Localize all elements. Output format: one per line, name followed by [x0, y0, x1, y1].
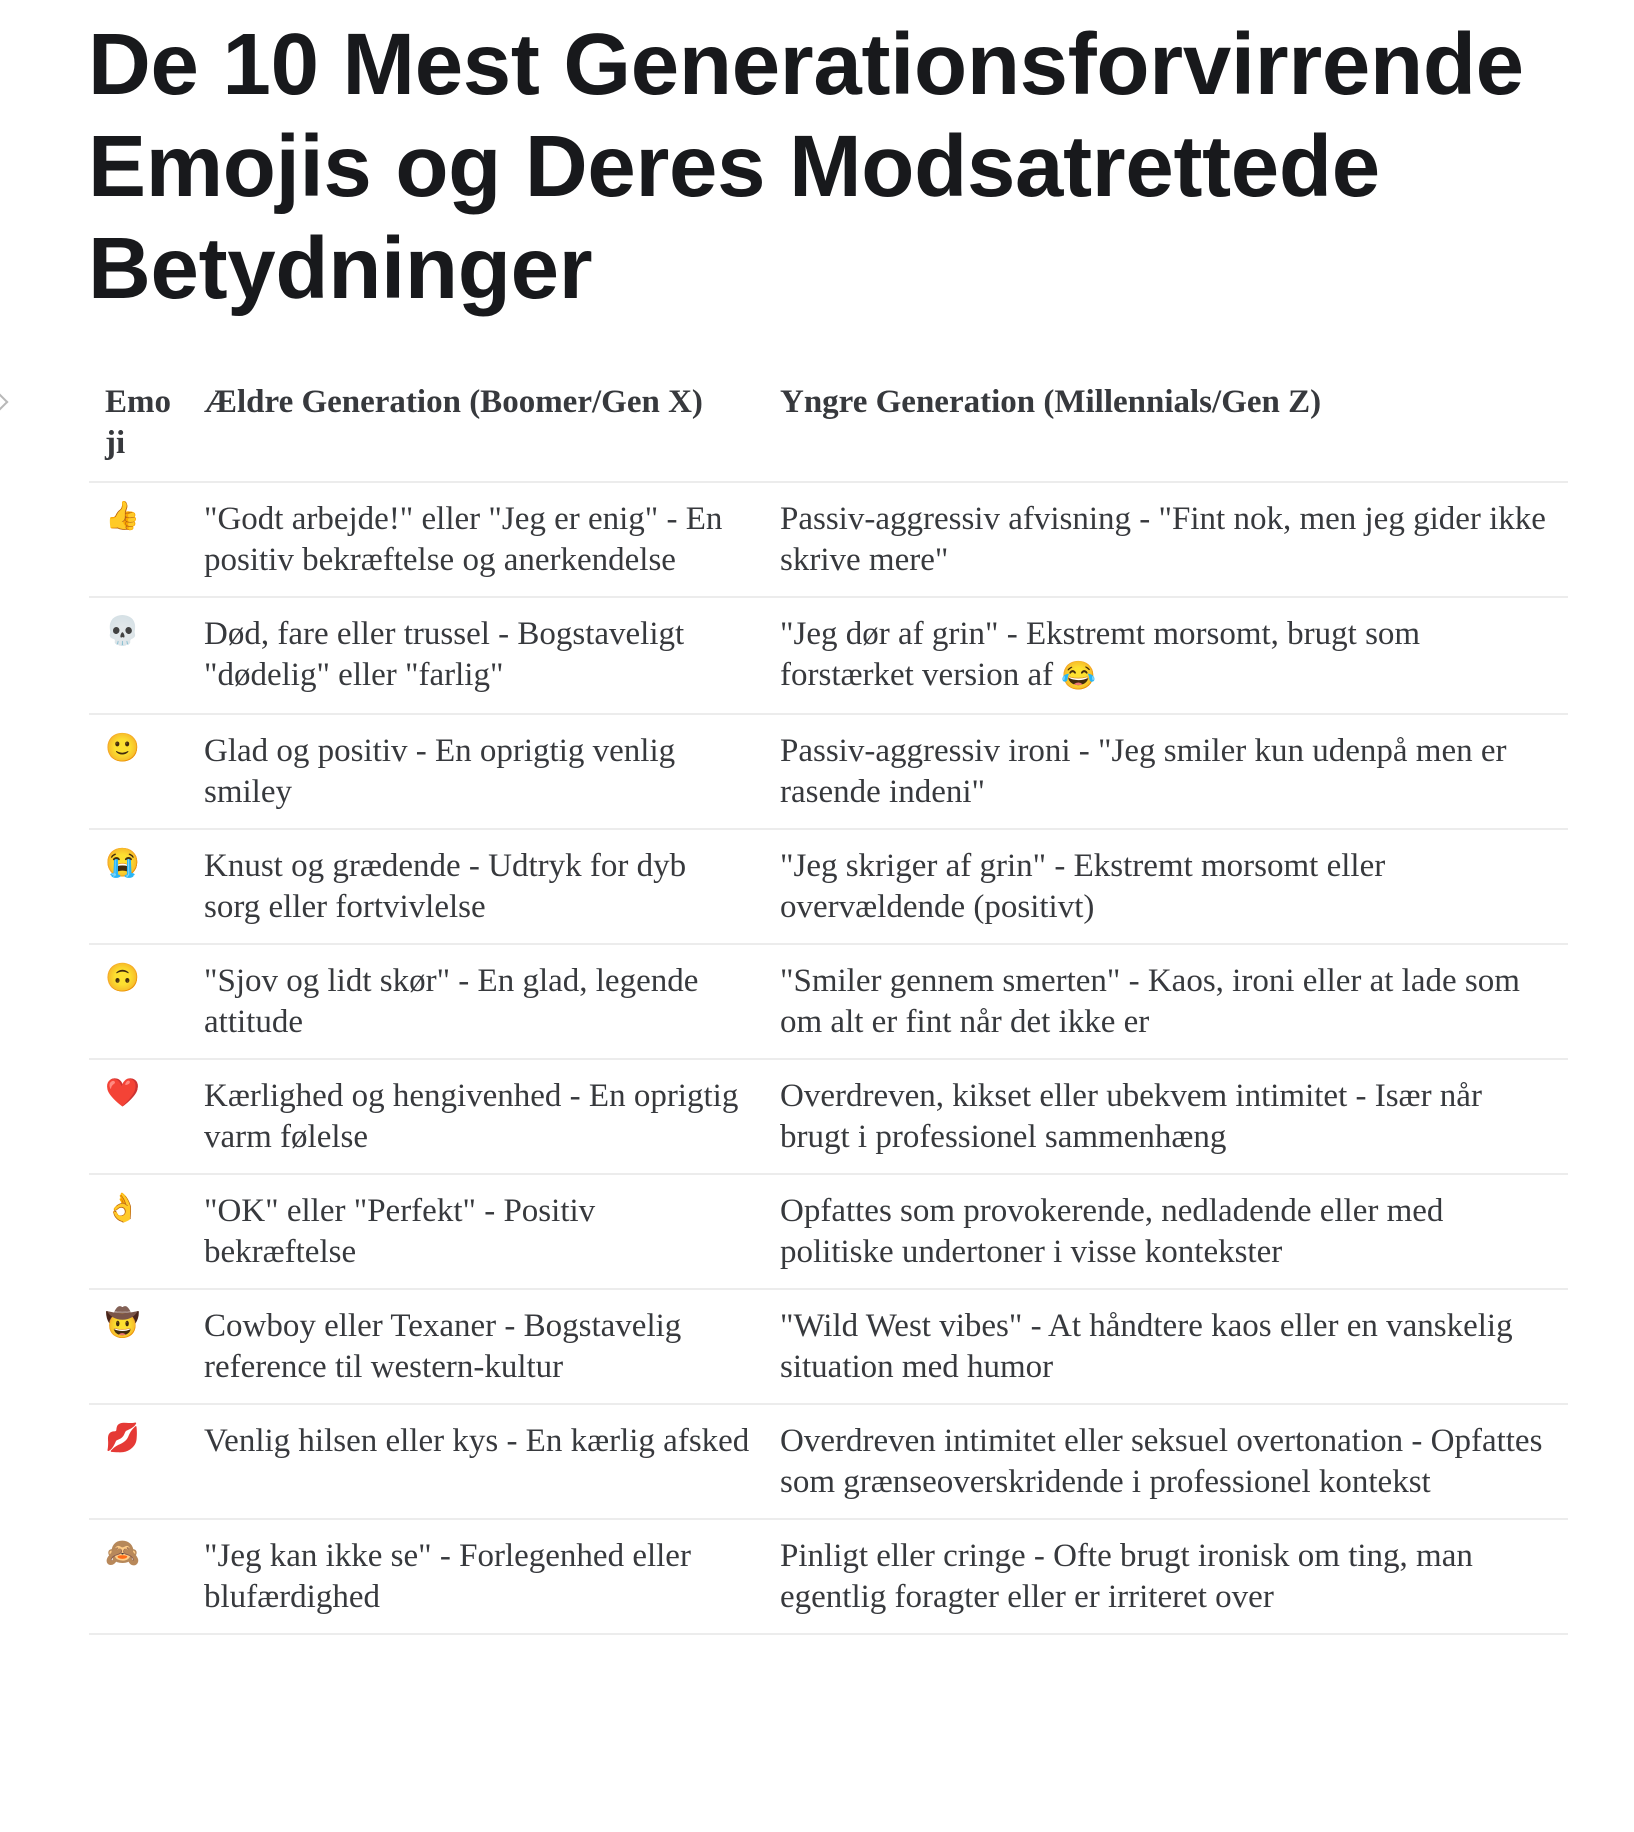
emoji-cell: [89, 1174, 188, 1289]
emoji-cell: [89, 482, 188, 597]
older-meaning-cell: [188, 482, 764, 597]
emoji-cell: [89, 1059, 188, 1174]
older-meaning-cell: [188, 1404, 764, 1519]
table-row: [89, 714, 1568, 829]
table-row: [89, 829, 1568, 944]
older-meaning-cell: [188, 1519, 764, 1634]
page-title: De 10 Mest Generationsforvirrende Emojis og Deres Modsatrettede Betydninger: [88, 16, 1524, 317]
younger-meaning-text: "Smiler gennem smerten" - Kaos, ironi eller at lade som om alt er fint når det ikke er: [780, 963, 1520, 1040]
emoji-cell: [89, 829, 188, 944]
emoji-cell: [89, 714, 188, 829]
younger-meaning-cell: [764, 1519, 1568, 1634]
table-row: [89, 482, 1568, 597]
table-row: [89, 1519, 1568, 1634]
emoji-table: [89, 366, 1568, 1635]
kiss-mark-icon: 💋: [105, 1423, 140, 1454]
older-meaning-text: "OK" eller "Perfekt" - Positiv bekræftelse: [204, 1193, 596, 1270]
younger-meaning-text: Pinligt eller cringe - Ofte brugt ironisk om ting, man egentlig foragter eller er irriteret over: [780, 1538, 1473, 1615]
emoji-cell: [89, 597, 188, 714]
older-meaning-text: Glad og positiv - En oprigtig venlig smiley: [204, 733, 676, 810]
header-emoji: Emoji: [89, 366, 188, 482]
younger-meaning-text: Overdreven, kikset eller ubekvem intimitet - Især når brugt i professionel sammenhæng: [780, 1078, 1482, 1155]
table-row: [89, 1174, 1568, 1289]
emoji-cell: [89, 1404, 188, 1519]
older-meaning-text: Cowboy eller Texaner - Bogstavelig reference til western-kultur: [204, 1308, 682, 1385]
face-with-tears-of-joy-icon: 😂: [1061, 660, 1097, 692]
table-row: [89, 597, 1568, 714]
older-meaning-text: "Godt arbejde!" eller "Jeg er enig" - En positiv bekræftelse og anerkendelse: [204, 501, 723, 578]
older-meaning-cell: [188, 714, 764, 829]
older-meaning-cell: [188, 944, 764, 1059]
older-meaning-text: "Jeg kan ikke se" - Forlegenhed eller blufærdighed: [204, 1538, 691, 1615]
older-meaning-cell: [188, 829, 764, 944]
cowboy-hat-face-icon: 🤠: [105, 1308, 140, 1339]
older-meaning-text: Venlig hilsen eller kys - En kærlig afsked: [204, 1423, 750, 1459]
header-younger-generation: Yngre Generation (Millennials/Gen Z): [764, 366, 1568, 482]
emoji-cell: [89, 944, 188, 1059]
older-meaning-cell: [188, 1174, 764, 1289]
red-heart-icon: ❤️: [105, 1078, 140, 1109]
emoji-cell: [89, 1289, 188, 1404]
older-meaning-cell: [188, 1289, 764, 1404]
table-row: [89, 1289, 1568, 1404]
older-meaning-cell: [188, 1059, 764, 1174]
younger-meaning-cell: [764, 1059, 1568, 1174]
emoji-cell: [89, 1519, 188, 1634]
older-meaning-text: Død, fare eller trussel - Bogstaveligt "dødelig" eller "farlig": [204, 616, 685, 693]
slightly-smiling-face-icon: 🙂: [105, 733, 140, 764]
older-meaning-text: Kærlighed og hengivenhed - En oprigtig varm følelse: [204, 1078, 739, 1155]
table-header-row: [89, 366, 1568, 482]
younger-meaning-cell: [764, 1404, 1568, 1519]
younger-meaning-text: "Jeg skriger af grin" - Ekstremt morsomt eller overvældende (positivt): [780, 848, 1386, 925]
older-meaning-text: Knust og grædende - Udtryk for dyb sorg eller fortvivlelse: [204, 848, 687, 925]
younger-meaning-cell: [764, 1289, 1568, 1404]
younger-meaning-cell: [764, 597, 1568, 714]
chevron-right-icon[interactable]: [0, 394, 8, 411]
younger-meaning-text: Passiv-aggressiv ironi - "Jeg smiler kun udenpå men er rasende indeni": [780, 733, 1507, 810]
younger-meaning-cell: [764, 714, 1568, 829]
older-meaning-cell: [188, 597, 764, 714]
table-row: [89, 944, 1568, 1059]
younger-meaning-text: Overdreven intimitet eller seksuel overtonation - Opfattes som grænseoverskridende i professionel kontekst: [780, 1423, 1543, 1500]
table-row: [89, 1404, 1568, 1519]
header-older-generation: Ældre Generation (Boomer/Gen X): [188, 366, 764, 482]
younger-meaning-text: "Jeg dør af grin" - Ekstremt morsomt, brugt som forstærket version af: [780, 616, 1421, 693]
younger-meaning-text: Opfattes som provokerende, nedladende eller med politiske undertoner i visse kontekster: [780, 1193, 1444, 1270]
table-row: [89, 1059, 1568, 1174]
loudly-crying-face-icon: 😭: [105, 848, 140, 879]
see-no-evil-monkey-icon: 🙈: [105, 1538, 140, 1569]
ok-hand-icon: 👌: [105, 1193, 140, 1224]
younger-meaning-text: "Wild West vibes" - At håndtere kaos eller en vanskelig situation med humor: [780, 1308, 1513, 1385]
younger-meaning-cell: [764, 1174, 1568, 1289]
younger-meaning-text: Passiv-aggressiv afvisning - "Fint nok, men jeg gider ikke skrive mere": [780, 501, 1546, 578]
younger-meaning-cell: [764, 944, 1568, 1059]
table-body: [89, 482, 1568, 1634]
younger-meaning-cell: [764, 482, 1568, 597]
skull-icon: 💀: [105, 616, 140, 647]
older-meaning-text: "Sjov og lidt skør" - En glad, legende attitude: [204, 963, 699, 1040]
thumbs-up-icon: 👍: [105, 501, 140, 532]
upside-down-face-icon: 🙃: [105, 963, 140, 994]
younger-meaning-cell: [764, 829, 1568, 944]
